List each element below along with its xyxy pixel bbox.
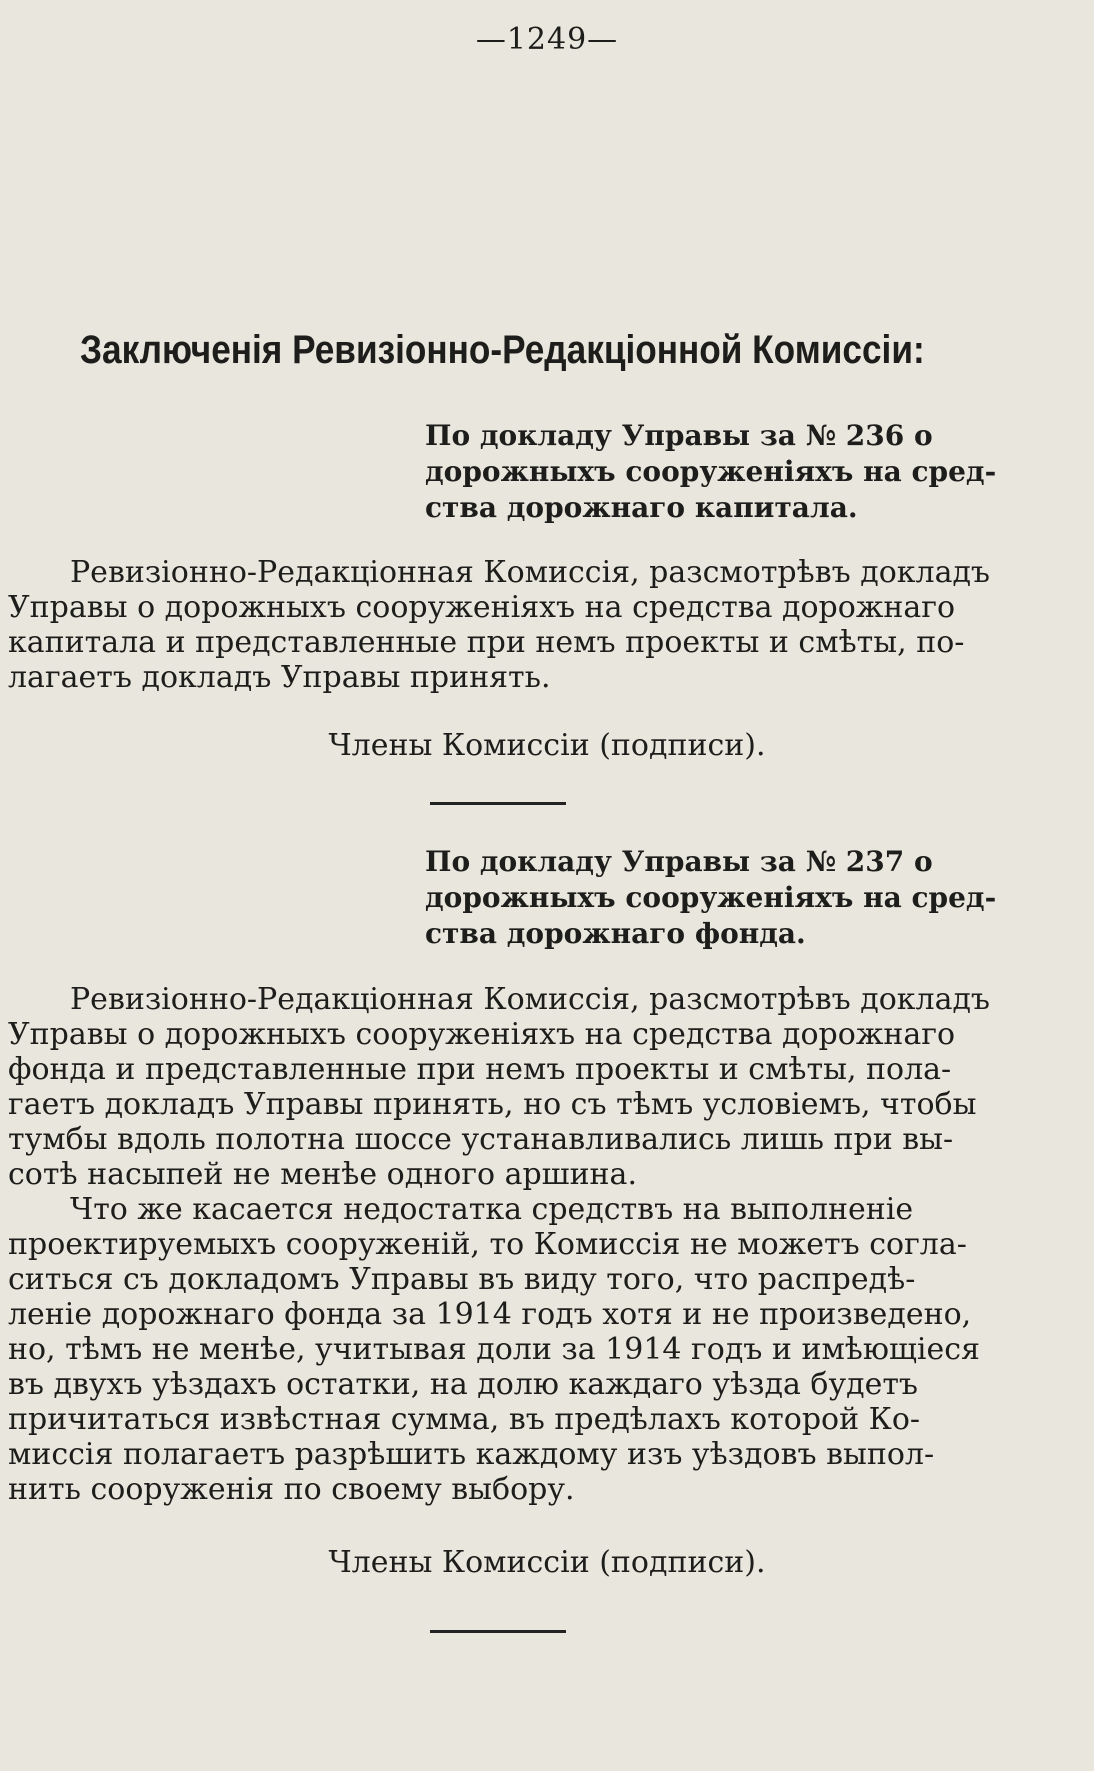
subject-line: ства дорожнаго капитала. <box>425 491 858 524</box>
paragraph-line: гаетъ докладъ Управы принять, но съ тѣмъ условіемъ, чтобы <box>8 1087 977 1122</box>
section-divider <box>430 1630 566 1633</box>
section-1-paragraph <box>8 555 993 695</box>
subject-line: По докладу Управы за № 236 о <box>425 419 933 452</box>
paragraph-line: фонда и представленные при немъ проекты и смѣты, пола- <box>8 1052 952 1087</box>
section-1-subject <box>425 418 1005 526</box>
page-number: —1249— <box>475 22 619 57</box>
page-heading: Заключенія Ревизіонно-Редакціонной Комиссіи: <box>80 328 925 372</box>
paragraph-line: тумбы вдоль полотна шоссе устанавливались лишь при вы- <box>8 1122 954 1157</box>
paragraph-line: въ двухъ уѣздахъ остатки, на долю каждаго уѣзда будетъ <box>8 1367 919 1402</box>
section-divider <box>430 802 566 805</box>
section-2-signature: Члены Комиссіи (подписи). <box>328 1545 766 1580</box>
paragraph-line: Ревизіонно-Редакціонная Комиссія, разсмотрѣвъ докладъ <box>70 982 991 1017</box>
paragraph-line: но, тѣмъ не менѣе, учитывая доли за 1914 годъ и имѣющіеся <box>8 1332 980 1367</box>
subject-line: ства дорожнаго фонда. <box>425 917 806 950</box>
subject-line: дорожныхъ сооруженіяхъ на сред- <box>425 881 997 914</box>
paragraph-line: причитаться извѣстная сумма, въ предѣлахъ которой Ко- <box>8 1402 921 1437</box>
paragraph-line: ситься съ докладомъ Управы въ виду того, что распредѣ- <box>8 1262 916 1297</box>
section-2-paragraph-1 <box>8 982 993 1192</box>
paragraph-line: Управы о дорожныхъ сооруженіяхъ на средства дорожнаго <box>8 1017 956 1052</box>
paragraph-line: капитала и представленные при немъ проекты и смѣты, по- <box>8 625 965 660</box>
paragraph-line: леніе дорожнаго фонда за 1914 годъ хотя и не произведено, <box>8 1297 972 1332</box>
section-2-subject <box>425 844 1005 952</box>
subject-line: дорожныхъ сооруженіяхъ на сред- <box>425 455 997 488</box>
section-1-signature: Члены Комиссіи (подписи). <box>328 728 766 763</box>
paragraph-line: миссія полагаетъ разрѣшить каждому изъ уѣздовъ выпол- <box>8 1437 935 1472</box>
subject-line: По докладу Управы за № 237 о <box>425 845 933 878</box>
paragraph-line: Что же касается недостатка средствъ на выполненіе <box>70 1192 914 1227</box>
section-2-paragraph-2 <box>8 1192 993 1507</box>
paragraph-line: нить сооруженія по своему выбору. <box>8 1472 575 1507</box>
paragraph-line: Управы о дорожныхъ сооруженіяхъ на средства дорожнаго <box>8 590 956 625</box>
paragraph-line: лагаетъ докладъ Управы принять. <box>8 660 551 695</box>
paragraph-line: проектируемыхъ сооруженій, то Комиссія не можетъ согла- <box>8 1227 967 1262</box>
paragraph-line: сотѣ насыпей не менѣе одного аршина. <box>8 1157 637 1192</box>
paragraph-line: Ревизіонно-Редакціонная Комиссія, разсмотрѣвъ докладъ <box>70 555 991 590</box>
